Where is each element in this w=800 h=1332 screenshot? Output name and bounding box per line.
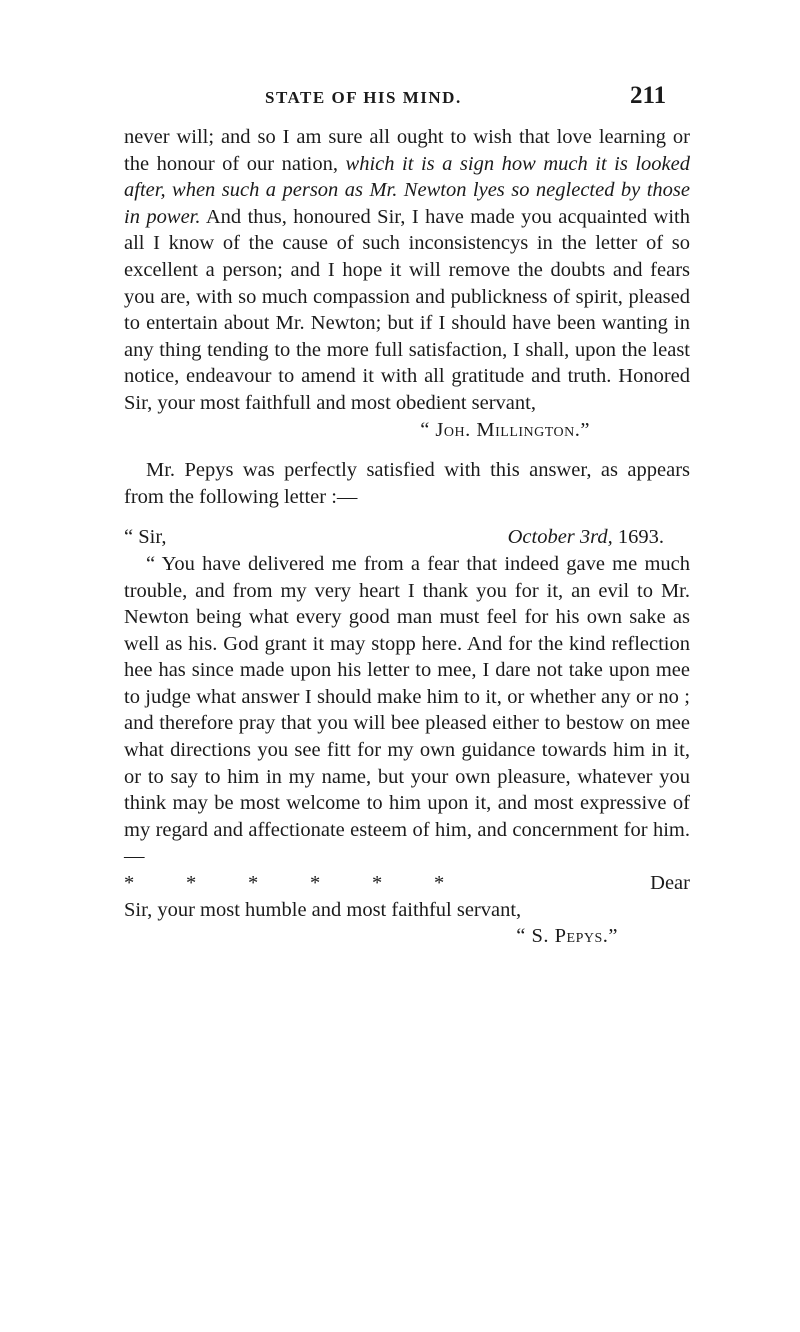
letter-millington-text-b: And thus, honoured Sir, I have made you acquainted with all I know of the cause of such inconsistencys in the letter of so excellent a person; and I hope it will remove the doubts and fears you are, with so much compassion and publickness of spirit, pleased to entertain about Mr. Newton; but if I should have been wanting in any thing tending to the more full satisfaction, I shall, upon the least notice, endeavour to amend it with all gratitude and truth. Honored Sir, your most faithfull and most obedient servant,: [124, 205, 690, 414]
letter-pepys-body: “ You have delivered me from a fear that indeed gave me much trouble, and from my very heart I thank you for it, an evil to Mr. Newton being what every good man must feel for his own sake as well as his. God grant it may stopp here. And for the kind reflection hee has since made upon his letter to mee, I dare not take upon mee to judge what answer I should make him to it, or whether any or no ; and therefore pray that you will bee pleased either to bestow on mee what directions you see fitt for my own guidance towards him in it, or to say to him in my name, but your own pleasure, whatever you think may be most welcome to him upon it, and most expressive of my regard and affectionate esteem of him, and concernment for him.—: [124, 552, 690, 868]
letter-pepys-dateline: [124, 524, 690, 551]
letter-millington-text-a: never will; and so I am sure all ought to wish that love learning or the honour of our nation,: [124, 126, 690, 175]
page-number: 211: [630, 82, 667, 109]
star-mark: *: [124, 872, 135, 895]
spacer: [124, 510, 690, 524]
running-head: [0, 82, 800, 112]
letter-pepys-salutation: “ Sir,: [124, 526, 167, 549]
star-mark: *: [248, 872, 259, 895]
letter-pepys-date-year: 1693.: [612, 526, 664, 549]
pepys-signature: “ S. Pepys.”: [516, 925, 618, 948]
letter-pepys-closing: Sir, your most humble and most faithful servant,: [124, 898, 522, 921]
ellipsis-stars: [124, 870, 496, 897]
ellipsis-stars-line: [124, 870, 690, 897]
star-mark: *: [372, 872, 383, 895]
millington-signature: “ Joh. Millington.”: [420, 418, 590, 441]
body-text: [124, 124, 690, 950]
spacer: [124, 443, 690, 457]
letter-pepys-dear: Dear: [650, 872, 690, 895]
letter-pepys-date-day: October 3rd,: [507, 526, 613, 549]
star-mark: *: [310, 872, 321, 895]
letter-pepys-date: [508, 524, 690, 551]
running-head-title: STATE OF HIS MIND.: [265, 88, 462, 107]
star-mark: *: [434, 872, 445, 895]
letter-millington-paragraph: [124, 124, 690, 417]
letter-millington-italic-text: which it is a sign how much it is looked after, when such a person as Mr. Newton lyes so neglected by those in power.: [124, 152, 691, 228]
star-mark: *: [186, 872, 197, 895]
narrative-paragraph: Mr. Pepys was perfectly satisfied with this answer, as appears from the following letter :—: [124, 459, 690, 508]
